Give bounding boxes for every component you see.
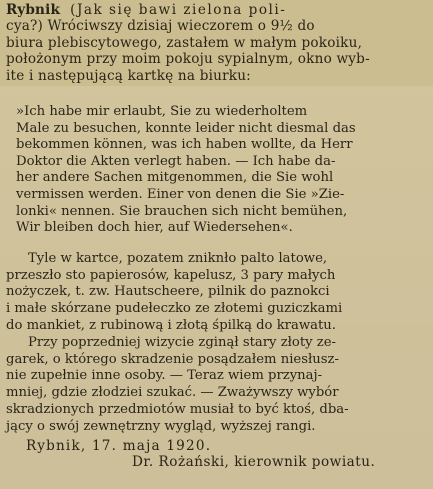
letter-line-3: bekommen können, was ich haben wollte, da Herr	[16, 137, 353, 153]
article-body	[6, 251, 427, 436]
body-line-6: Przy poprzedniej wizycie zginął stary złoty ze-	[28, 334, 337, 350]
article-intro-line-5: ite i następującą kartkę na biurku:	[6, 67, 251, 84]
letter-line-1: »Ich habe mir erlaubt, Sie zu wiederholtem	[16, 104, 308, 119]
body-line-7: garek, o którego skradzenie posądzałem niesłusz-	[6, 351, 339, 367]
body-line-11: jący o swój zewnętrzny wygląd, wyższej rangi.	[6, 418, 316, 434]
letter-line-6: vermissen werden. Einer von denen die Sie »Zie-	[16, 186, 345, 202]
article-intro	[0, 0, 433, 86]
article-intro-line-2: cya?) Wróciwszy dzisiaj wieczorem o 9½ do	[6, 18, 315, 35]
body-line-1: Tyle w kartce, pozatem zniknło palto latowe,	[28, 250, 328, 266]
letter-line-4: Doktor die Akten verlegt haben. — Ich habe da-	[16, 153, 336, 169]
body-line-5: do mankiet, z rubinową i złotą śpilką do krawatu.	[6, 317, 336, 333]
body-line-4: i małe skórzane pudełeczko ze złotemi guziczkami	[6, 301, 343, 317]
quoted-letter	[6, 104, 427, 237]
signature-author: Dr. Rożański, kierownik powiatu.	[132, 453, 376, 470]
body-line-3: nożyczek, t. zw. Hautscheere, pilnik do paznokci	[6, 284, 330, 300]
letter-line-5: her andere Sachen mitgenommen, die Sie wohl	[16, 170, 334, 186]
body-line-8: nie zupełnie inne osoby. — Teraz wiem przynaj-	[6, 368, 323, 384]
body-line-2: przeszło sto papierosów, kapelusz, 3 pary małych	[6, 267, 336, 283]
signature-place-date: Rybnik, 17. maja 1920.	[26, 437, 212, 454]
letter-line-7: lonki« nennen. Sie brauchen sich nicht bemühen,	[16, 203, 348, 219]
article-intro-line-3: biura plebiscytowego, zastałem w małym pokoiku,	[6, 34, 363, 51]
article-intro-line-4: położonym przy moim pokoju sypialnym, okno wyb-	[6, 51, 370, 68]
letter-line-2: Male zu besuchen, konnte leider nicht diesmal das	[16, 120, 356, 136]
dateline-place: Rybnik	[6, 2, 61, 18]
letter-line-8: Wir bleiben doch hier, auf Wiedersehen«.	[16, 220, 293, 236]
body-line-9: mniej, gdzie złodziei szukać. — Zważywszy wybór	[6, 385, 339, 401]
article-intro-line-1	[6, 2, 423, 18]
article-title: (Jak się bawi zielona poli-	[70, 2, 287, 18]
body-line-10: skradzionych przedmiotów musiał to być ktoś, dba-	[6, 401, 349, 417]
